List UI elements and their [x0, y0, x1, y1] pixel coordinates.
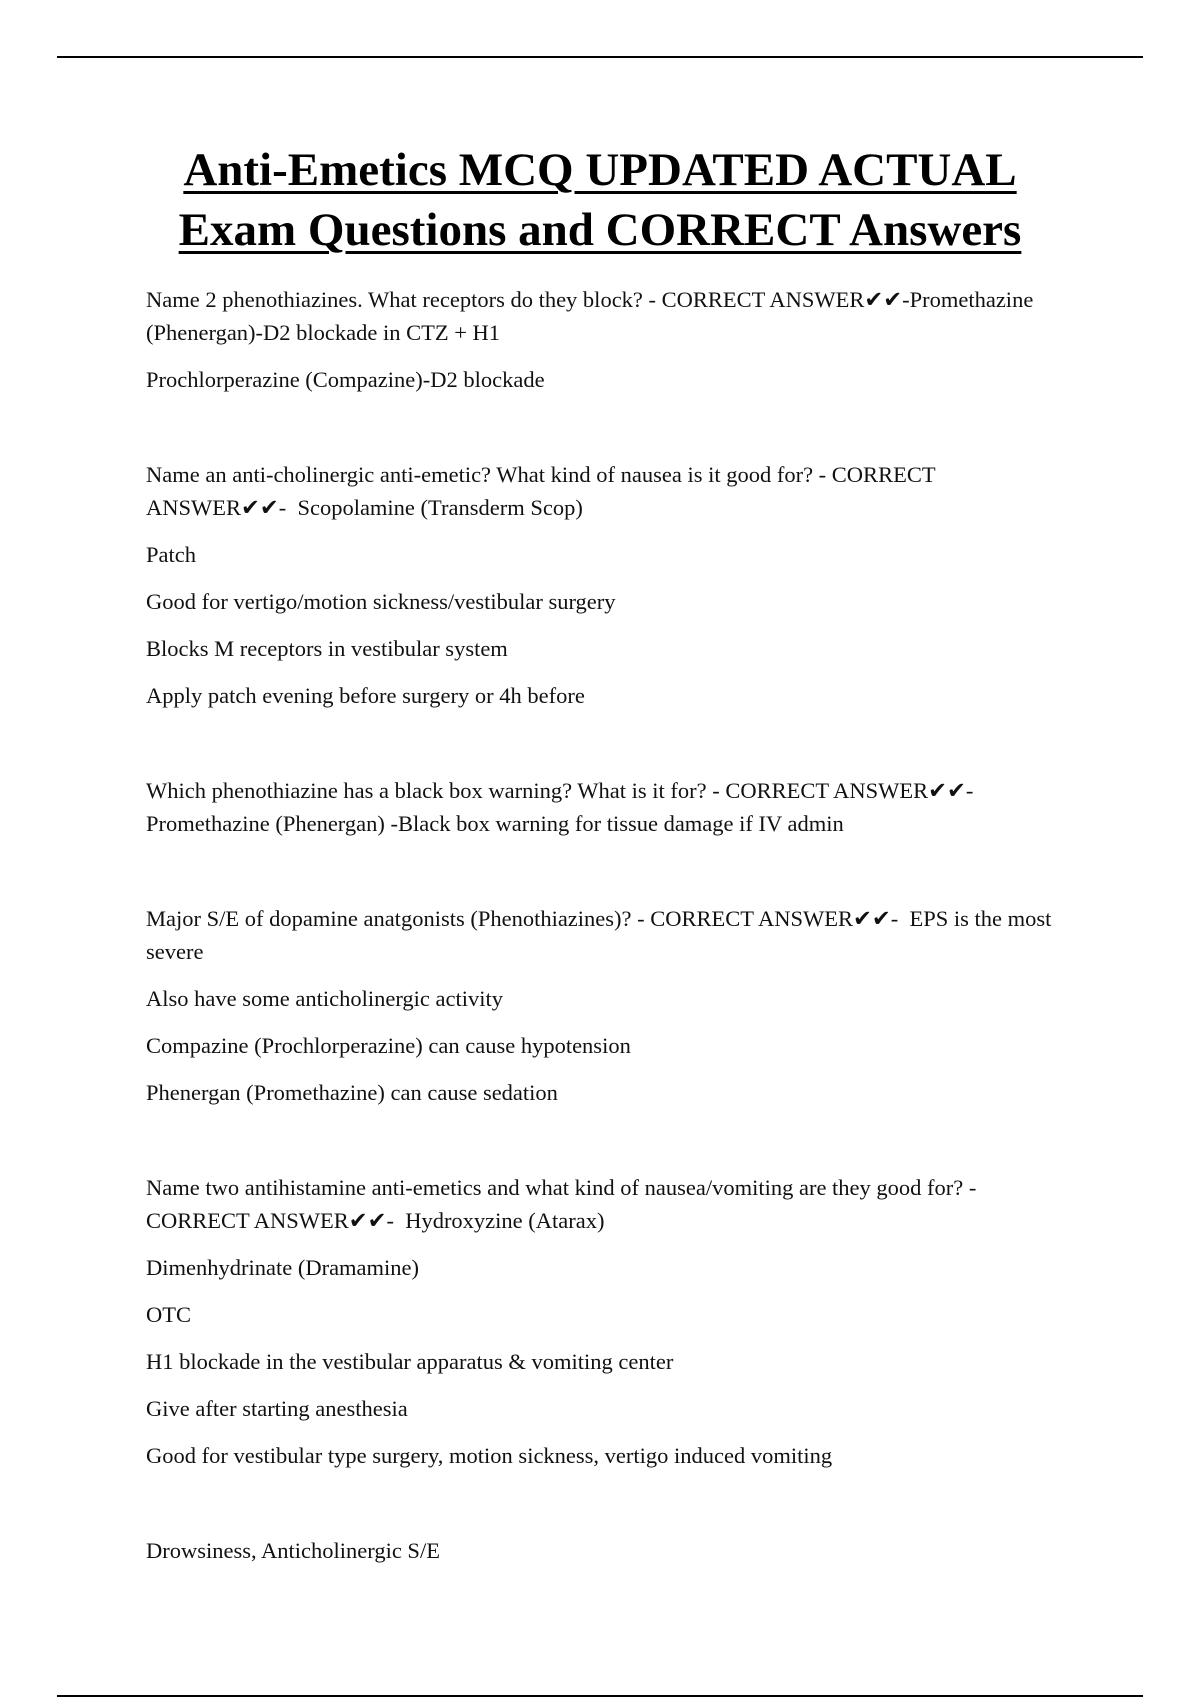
question-paragraph: Name two antihistamine anti-emetics and what kind of nausea/vomiting are they good for? - CORRECT ANSWER✔✔- Hydroxyzine (Atarax) — [146, 1175, 983, 1233]
qa-block — [146, 1534, 1066, 1567]
bottom-rule — [57, 1695, 1143, 1697]
answer-paragraph: Phenergan (Promethazine) can cause sedation — [146, 1080, 558, 1105]
answer-paragraph: Also have some anticholinergic activity — [146, 986, 503, 1011]
answer-paragraph: Patch — [146, 542, 196, 567]
qa-block — [146, 458, 1066, 712]
document-header — [100, 140, 1100, 260]
question-paragraph: Name an anti-cholinergic anti-emetic? What kind of nausea is it good for? - CORRECT ANSWER✔✔- Scopolamine (Transderm Scop) — [146, 462, 940, 520]
answer-paragraph: Good for vertigo/motion sickness/vestibular surgery — [146, 589, 616, 614]
answer-paragraph: Blocks M receptors in vestibular system — [146, 636, 508, 661]
answer-paragraph: OTC — [146, 1302, 191, 1327]
qa-block — [146, 283, 1066, 396]
top-rule — [57, 56, 1143, 58]
question-paragraph: Which phenothiazine has a black box warning? What is it for? - CORRECT ANSWER✔✔-Promethazine (Phenergan) -Black box warning for tissue damage if IV admin — [146, 778, 974, 836]
qa-block — [146, 774, 1066, 840]
title-line-1: Anti-Emetics MCQ UPDATED ACTUAL — [183, 144, 1017, 196]
document-body — [146, 283, 1066, 1567]
title-line-2: Exam Questions and CORRECT Answers — [178, 204, 1022, 256]
question-paragraph: Major S/E of dopamine anatgonists (Phenothiazines)? - CORRECT ANSWER✔✔- EPS is the most severe — [146, 906, 1057, 964]
question-paragraph: Drowsiness, Anticholinergic S/E — [146, 1538, 440, 1563]
answer-paragraph: H1 blockade in the vestibular apparatus & vomiting center — [146, 1349, 674, 1374]
answer-paragraph: Prochlorperazine (Compazine)-D2 blockade — [146, 367, 545, 392]
answer-paragraph: Apply patch evening before surgery or 4h before — [146, 683, 585, 708]
answer-paragraph: Compazine (Prochlorperazine) can cause hypotension — [146, 1033, 631, 1058]
document-title — [100, 140, 1100, 260]
qa-block — [146, 1171, 1066, 1472]
answer-paragraph: Dimenhydrinate (Dramamine) — [146, 1255, 420, 1280]
qa-block — [146, 902, 1066, 1109]
answer-paragraph: Give after starting anesthesia — [146, 1396, 408, 1421]
question-paragraph: Name 2 phenothiazines. What receptors do they block? - CORRECT ANSWER✔✔-Promethazine (Phenergan)-D2 blockade in CTZ + H1 — [146, 287, 1039, 345]
answer-paragraph: Good for vestibular type surgery, motion sickness, vertigo induced vomiting — [146, 1443, 833, 1468]
